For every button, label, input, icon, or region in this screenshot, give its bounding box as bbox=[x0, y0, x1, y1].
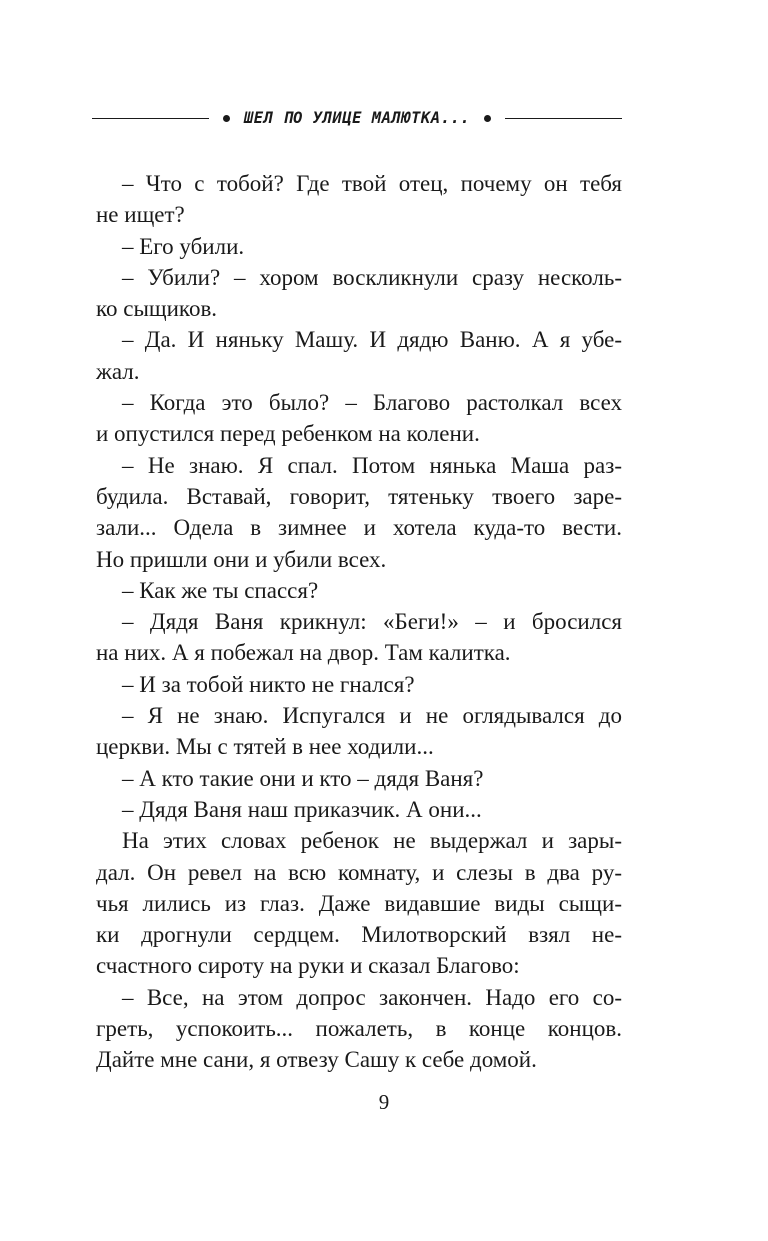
body-text bbox=[96, 168, 622, 1076]
text-line: – Его убили. bbox=[122, 233, 245, 259]
text-line: – А кто такие они и кто – дядя Ваня? bbox=[122, 765, 484, 791]
text-line: – Дядя Ваня крикнул: «Беги!» – и бросился bbox=[122, 609, 622, 635]
text-line: – Я не знаю. Испугался и не оглядывался до bbox=[122, 703, 622, 729]
text-line: будила. Вставай, говорит, тятеньку твоего заре- bbox=[96, 483, 622, 509]
text-line: Дайте мне сани, я отвезу Сашу к себе домой. bbox=[96, 1047, 537, 1073]
text-line: греть, успокоить... пожалеть, в конце концов. bbox=[96, 1016, 622, 1042]
text-line: на них. А я побежал на двор. Там калитка. bbox=[96, 640, 511, 666]
page-number: 9 bbox=[378, 1090, 390, 1114]
text-line: – Что с тобой? Где твой отец, почему он тебя bbox=[122, 171, 622, 196]
text-line: ко сыщиков. bbox=[96, 296, 218, 322]
running-head-right-rule bbox=[505, 118, 622, 119]
text-line: – Дядя Ваня наш приказчик. А они... bbox=[122, 796, 482, 822]
text-line: жал. bbox=[96, 358, 140, 384]
text-line: – Не знаю. Я спал. Потом нянька Маша раз- bbox=[122, 452, 622, 478]
text-line: – Убили? – хором воскликнули сразу несколь- bbox=[122, 264, 622, 290]
running-head-title: ШЕЛ ПО УЛИЦЕ МАЛЮТКА... bbox=[243, 109, 471, 127]
text-line: церкви. Мы с тятей в нее ходили... bbox=[96, 734, 434, 760]
text-line: зали... Одела в зимнее и хотела куда-то вести. bbox=[96, 515, 622, 541]
text-line: – Все, на этом допрос закончен. Надо его со- bbox=[122, 984, 622, 1010]
text-line: ки дрогнули сердцем. Милотворский взял не- bbox=[96, 922, 622, 948]
text-line: Но пришли они и убили всех. bbox=[96, 546, 387, 572]
text-line: – Когда это было? – Благово растолкал всех bbox=[122, 390, 622, 416]
text-line: дал. Он ревел на всю комнату, и слезы в два ру- bbox=[96, 859, 622, 885]
text-line: счастного сироту на руки и сказал Благово: bbox=[96, 953, 520, 979]
running-head-left-rule bbox=[92, 118, 209, 119]
text-line: На этих словах ребенок не выдержал и зары- bbox=[122, 828, 622, 854]
bullet-dot-icon bbox=[223, 115, 230, 122]
text-line: – Как же ты спасся? bbox=[122, 577, 319, 603]
running-head bbox=[92, 106, 622, 130]
text-line: не ищет? bbox=[96, 202, 185, 228]
text-line: и опустился перед ребенком на колени. bbox=[96, 421, 480, 447]
text-line: – Да. И няньку Машу. И дядю Ваню. А я убе- bbox=[122, 327, 622, 353]
text-line: чья лились из глаз. Даже видавшие виды сыщи- bbox=[96, 890, 622, 916]
text-line: – И за тобой никто не гнался? bbox=[122, 671, 415, 697]
bullet-dot-icon bbox=[484, 115, 491, 122]
